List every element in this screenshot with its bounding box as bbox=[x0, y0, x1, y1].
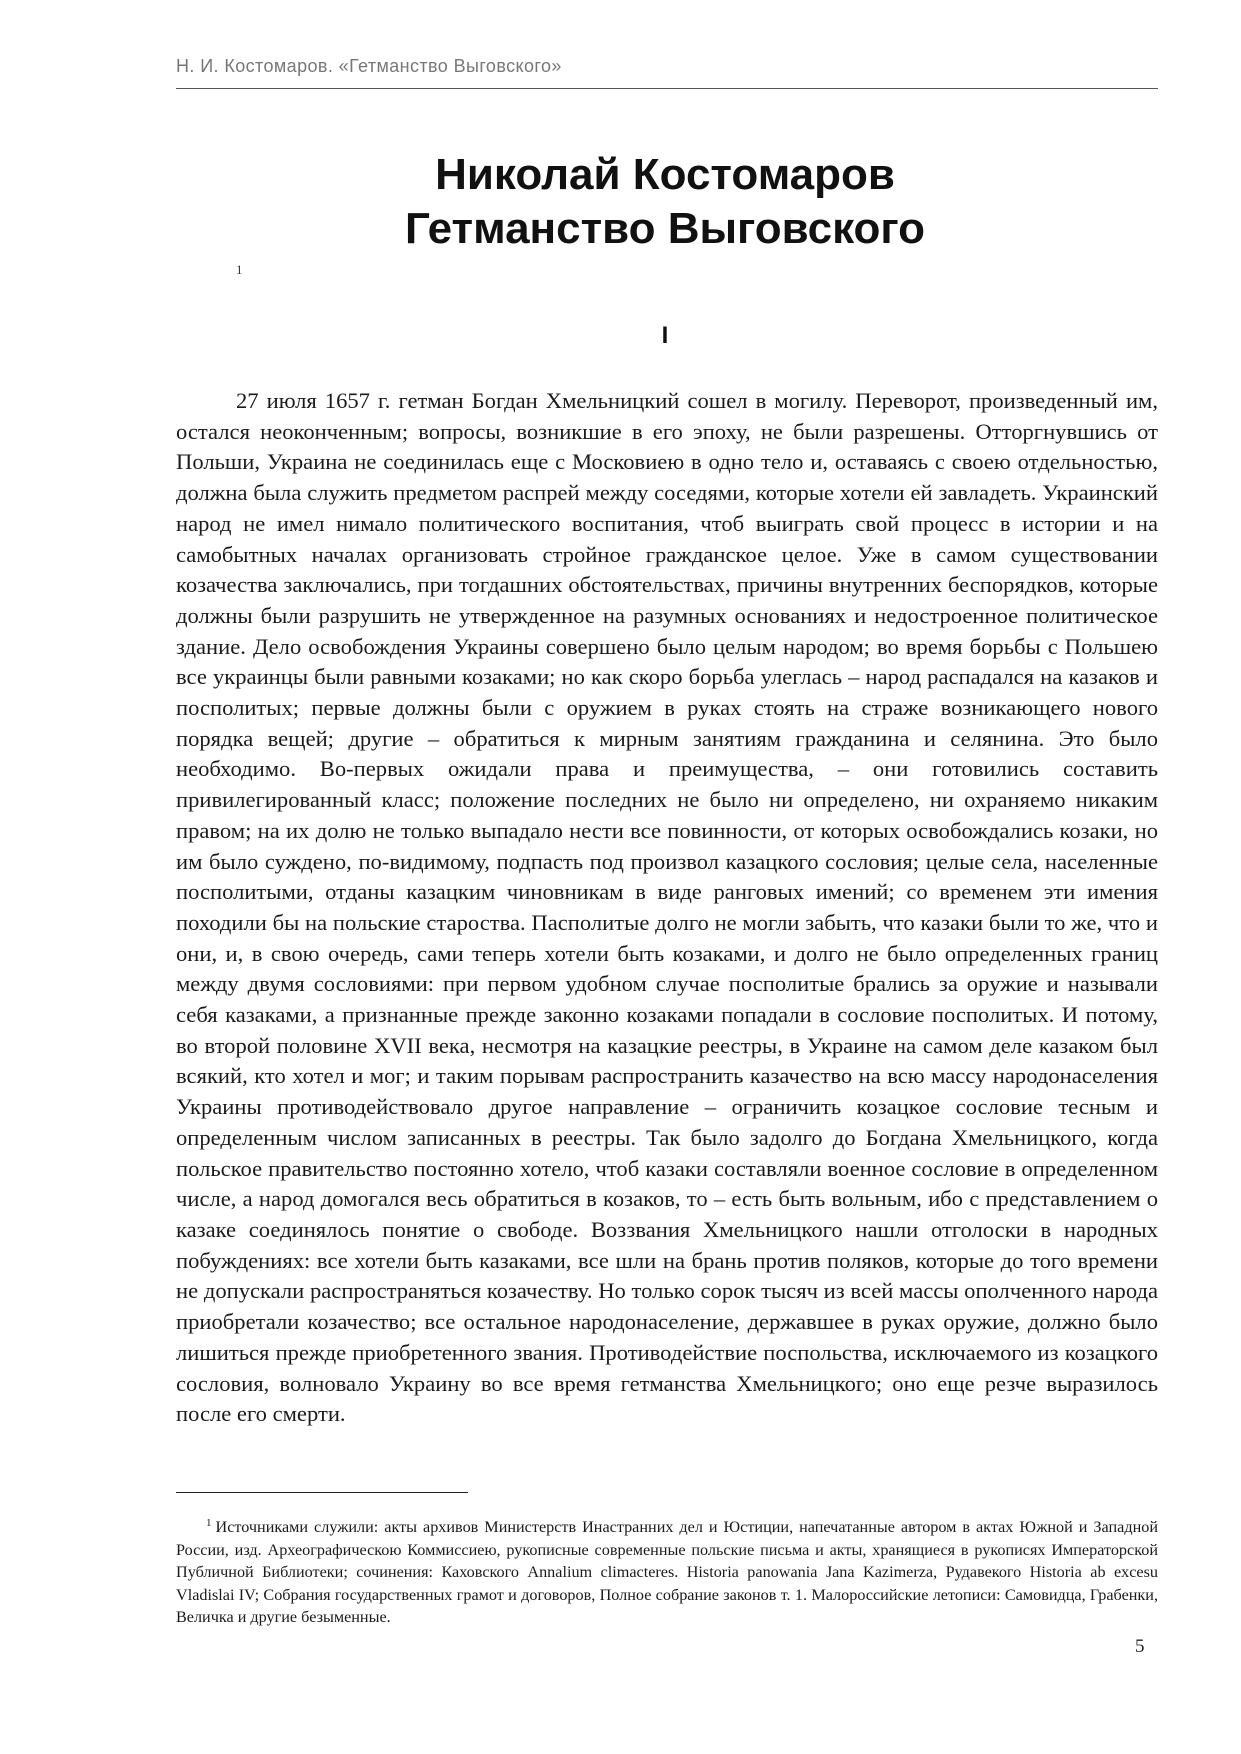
running-head: Н. И. Костомаров. «Гетманство Выговского» bbox=[176, 56, 562, 76]
footnote-number: 1 bbox=[206, 1517, 212, 1529]
chapter-number: I bbox=[661, 322, 669, 349]
header-rule bbox=[176, 88, 1158, 89]
footnote bbox=[176, 1512, 1158, 1629]
title-work: Гетманство Выговского bbox=[404, 204, 926, 253]
footnote-text: Источниками служили: акты архивов Министерств Инастранних дел и Юстиции, напечатанные автором в актах Южной и Западной России, изд. Археографическою Коммиссиею, рукописные современные польские письма и акты, хранящиеся в рукописях Императорской Публичной Библиотеки; сочинения: Каховского Annalium climacteres. Historia panowania Jana Kazimerza, Рудавекого Historia ab excesu Vladislai IV; Собрания государственных грамот и договоров, Полное собрание законов т. 1. Малороссийские летописи: Самовидца, Грабенки, Величка и другие безыменные. bbox=[176, 1518, 1158, 1627]
footnote-marker: 1 bbox=[236, 262, 243, 277]
body-paragraph: 27 июля 1657 г. гетман Богдан Хмельницкий сошел в могилу. Переворот, произведенный им, остался неоконченным; вопросы, возникшие в его эпоху, не были разрешены. Отторгнувшись от Польши, Украина не соединилась еще с Московиею в одно тело и, оставаясь с своею отдельностью, должна была служить предметом распрей между соседями, которые хотели ей завладеть. Украинский народ не имел нимало политического воспитания, чтоб выиграть свой процесс в истории и на самобытных началах организовать стройное гражданское целое. Уже в самом существовании козачества заключались, при тогдашних обстоятельствах, причины внутренних беспорядков, которые должны были разрушить не утвержденное на разумных основаниях и недостроенное политическое здание. Дело освобождения Украины совершено было целым народом; во время борьбы с Польшею все украинцы были равными козаками; но как скоро борьба улеглась – народ распадался на казаков и посполитых; первые должны были с оружием в руках стоять на страже возникающего нового порядка вещей; другие – обратиться к мирным занятиям гражданина и селянина. Это было необходимо. Во-первых ожидали права и преимущества, – они готовились составить привилегированный класс; положение последних не было ни определено, ни охраняемо никаким правом; на их долю не только выпадало нести все повинности, от которых освобождались козаки, но им было суждено, по-видимому, подпасть под произвол казацкого сословия; целые села, населенные посполитыми, отданы казацким чиновникам в виде ранговых имений; со временем эти имения походили бы на польские староства. Пасполитые долго не могли забыть, что казаки были то же, что и они, и, в свою очередь, сами теперь хотели быть козаками, и долго не было определенных границ между двумя сословиями: при первом удобном случае посполитые брались за оружие и называли себя казаками, а признанные прежде законно козаками попадали в сословие посполитых. И потому, во второй половине XVII века, несмотря на казацкие реестры, в Украине на самом деле казаком был всякий, кто хотел и мог; и таким порывам распространить казачество на всю массу народонаселения Украины противодействовало другое направление – ограничить козацкое сословие тесным и определенным числом записанных в реестры. Так было задолго до Богдана Хмельницкого, когда польское правительство постоянно хотело, чтоб казаки составляли военное сословие в определенном числе, а народ домогался весь обратиться в козаков, то – есть быть вольным, ибо с представлением о казаке соединялось понятие о свободе. Воззвания Хмельницкого нашли отголоски в народных побуждениях: все хотели быть казаками, все шли на брань против поляков, которые до того времени не допускали распространяться козачеству. Но только сорок тысяч из всей массы ополченного народа приобретали козачество; все остальное народонаселение, державшее в руках оружие, должно было лишиться прежде приобретенного звания. Противодействие поспольства, исключаемого из козацкого сословия, волновало Украину во все время гетманства Хмельницкого; оно еще резче выразилось после его смерти. bbox=[176, 388, 1158, 1427]
main-text bbox=[176, 386, 1158, 1430]
page-number: 5 bbox=[1135, 1636, 1145, 1657]
page-title bbox=[250, 148, 1080, 256]
title-author: Николай Костомаров bbox=[435, 150, 895, 199]
footnote-rule bbox=[176, 1492, 468, 1493]
